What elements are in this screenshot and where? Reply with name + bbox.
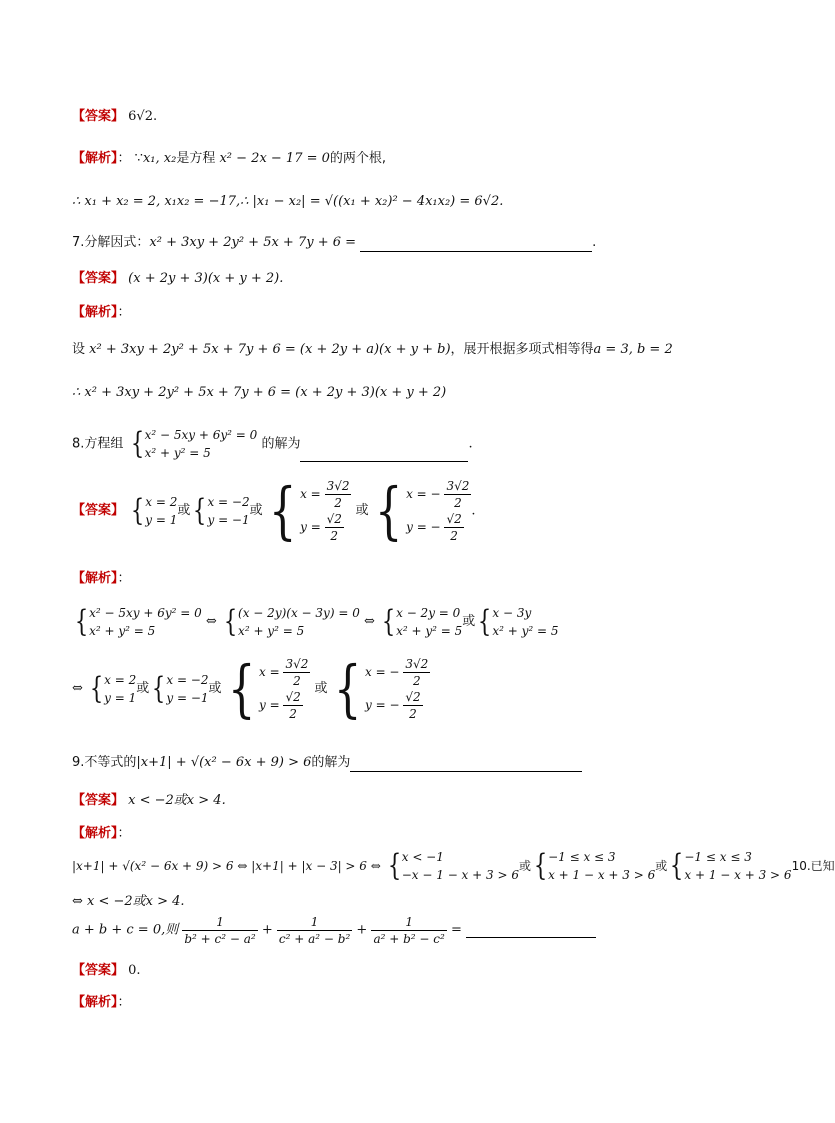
q7-answer-line: 【答案】 (x + 2y + 3)(x + y + 2). <box>72 271 284 286</box>
q6-analysis-line: 【解析】： ∵x₁, x₂是方程 x² − 2x − 17 = 0的两个根, <box>72 151 387 166</box>
q9-answer-line: 【答案】 x < −2或x > 4. <box>72 793 226 808</box>
q9-stem: 9.不等式的|x+1| + √(x² − 6x + 9) > 6的解为 <box>72 754 582 772</box>
answer-blank <box>360 237 592 252</box>
q8-stem: 8.方程组 {x² − 5xy + 6y² = 0 x² + y² = 5 的解为 . <box>72 426 473 461</box>
q9-step1: |x+1| + √(x² − 6x + 9) > 6 ⇔ |x+1| + |x − 3| > 6 ⇔ {x < −1 −x − 1 − x + 3 > 6或{−1 ≤ x ≤ 3 x + 1 − x + 3 > 6或{−1 ≤ x ≤ 3 x + 1 − x + 3 > 610.已知 <box>72 848 835 883</box>
q7-analysis-label: 【解析】： <box>72 305 131 320</box>
q6-answer: 6√2. <box>128 109 158 124</box>
q9-analysis-label: 【解析】： <box>72 826 131 841</box>
q7-step2: ∴ x² + 3xy + 2y² + 5x + 7y + 6 = (x + 2y + 3)(x + y + 2) <box>72 385 447 400</box>
q8-analysis-label: 【解析】： <box>72 571 131 586</box>
q6-derivation: ∴ x₁ + x₂ = 2, x₁x₂ = −17,∴ |x₁ − x₂| = √((x₁ + x₂)² − 4x₁x₂) = 6√2. <box>72 194 504 209</box>
answer-blank <box>350 757 582 772</box>
answer-label: 【答案】 <box>72 109 125 124</box>
q10-answer-line: 【答案】 0. <box>72 963 141 978</box>
q8-step2: ⇔ {x = 2 y = 1或{x = −2 y = −1或{ x = $\frac{3√2}{2}$ y = $\frac{√2}{2}$ 或{ x = − $\frac{3√2}{2}$ y = − $\frac{√2}{2}$ <box>72 652 429 725</box>
q10-stem: a + b + c = 0,则 $\frac{1}{\text{b² + c² − a²}}$ + $\frac{1}{\text{c² + a² − b²}}$ + $\frac{1}{\text{a² + b² − c²}}$ = <box>72 914 596 947</box>
q9-answer: x < −2或x > 4. <box>128 793 226 808</box>
q7-stem: 7.分解因式：x² + 3xy + 2y² + 5x + 7y + 6 = . <box>72 235 597 250</box>
answer-blank <box>300 447 468 462</box>
q8-step1: {x² − 5xy + 6y² = 0 x² + y² = 5 ⇔ {(x − 2y)(x − 3y) = 0 x² + y² = 5 ⇔ {x − 2y = 0 x² + y² = 5或{x − 3y x² + y² = 5 <box>74 604 559 639</box>
q6-answer-line <box>72 108 157 126</box>
q8-answer-line: 【答案】 {x = 2 y = 1或{x = −2 y = −1或{ x = $\frac{3√2}{2}$ y = $\frac{√2}{2}$ 或{ x = − $\frac{3√2}{2}$ y = − $\frac{√2}{2}$ . <box>72 474 476 547</box>
q9-step2: ⇔ x < −2或x > 4. <box>72 894 185 909</box>
analysis-label: 【解析】 <box>72 151 118 166</box>
q7-step1: 设 x² + 3xy + 2y² + 5x + 7y + 6 = (x + 2y + a)(x + y + b)，展开根据多项式相等得a = 3, b = 2 <box>72 342 673 357</box>
answer-blank <box>466 923 596 938</box>
q10-analysis-label: 【解析】： <box>72 995 131 1010</box>
q7-answer: (x + 2y + 3)(x + y + 2). <box>128 271 284 286</box>
q10-answer: 0. <box>128 963 141 978</box>
